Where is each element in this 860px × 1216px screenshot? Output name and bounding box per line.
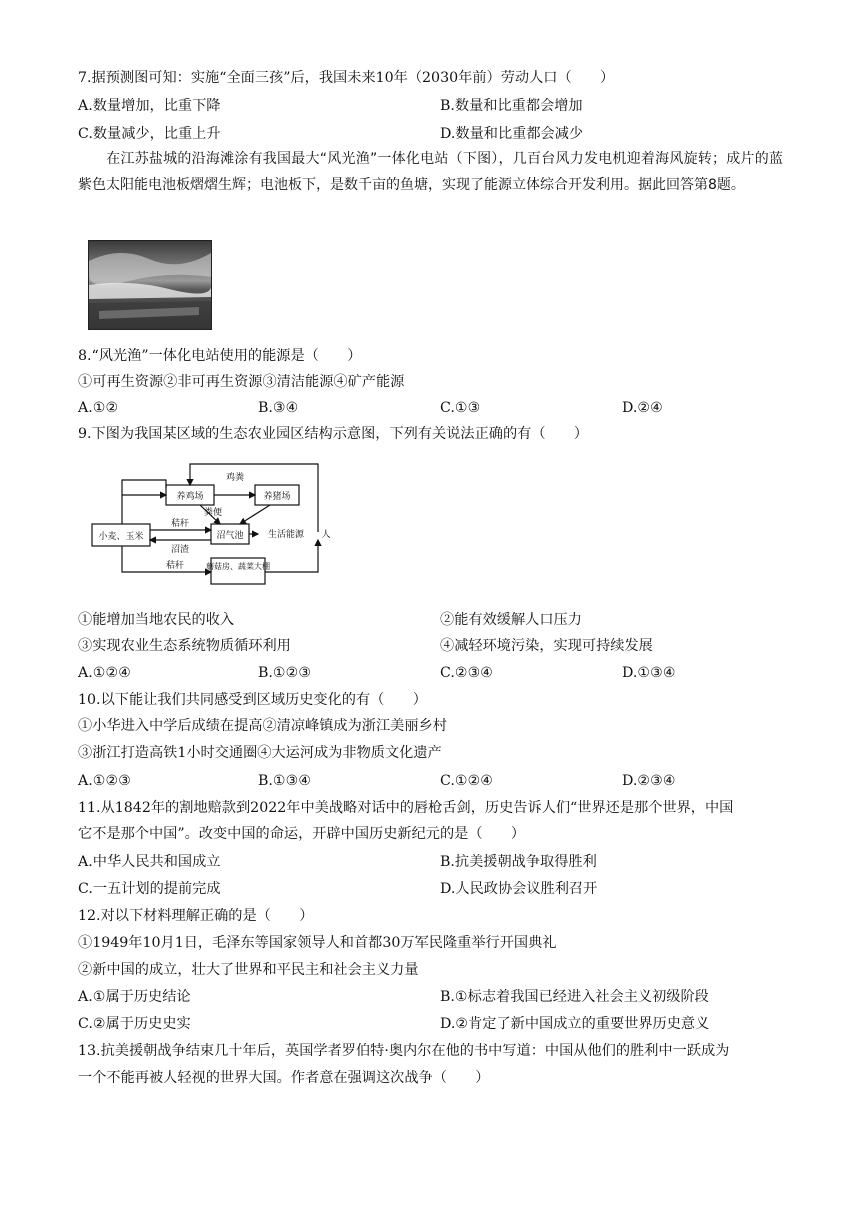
label-manure: 粪便 (203, 508, 223, 518)
q8-option-a: A.①② (78, 400, 119, 416)
q11-stem-line-1: 11.从1842年的割地赔款到2022年中美战略对话中的唇枪舌剑，历史告诉人们“世界还是那个世界，中国 (78, 800, 734, 816)
q8-stem: 8.“风光渔”一体化电站使用的能源是（ ） (78, 348, 362, 364)
q9-item-2: ②能有效缓解人口压力 (440, 612, 582, 628)
q9-item-4: ④减轻环境污染，实现可持续发展 (440, 638, 653, 654)
q12-option-c: C.②属于历史史实 (78, 1016, 191, 1032)
q13-stem-line-2: 一个不能再被人轻视的世界大国。作者意在强调这次战争（ ） (78, 1070, 490, 1086)
q10-option-b: B.①③④ (258, 773, 312, 789)
q11-option-c: C.一五计划的提前完成 (78, 881, 221, 897)
q10-line-2: ③浙江打造高铁1小时交通圈④大运河成为非物质文化遗产 (78, 745, 442, 761)
q8-option-d: D.②④ (622, 400, 663, 416)
q7-stem: 7.据预测图可知：实施“全面三孩”后，我国未来10年（2030年前）劳动人口（ ） (78, 70, 615, 86)
q9-option-d: D.①③④ (622, 665, 676, 681)
q11-option-a: A.中华人民共和国成立 (78, 854, 221, 870)
label-chicken-farm: 养鸡场 (176, 492, 204, 502)
q9-stem: 9.下图为我国某区域的生态农业园区结构示意图，下列有关说法正确的有（ ） (78, 426, 589, 442)
q12-option-a: A.①属于历史结论 (78, 989, 191, 1005)
label-pig-farm: 养猪场 (263, 492, 291, 502)
label-feed: 鸡粪 (225, 473, 245, 483)
q9-option-b: B.①②③ (258, 665, 312, 681)
passage-paragraph (78, 146, 783, 198)
q12-material-1: ①1949年10月1日，毛泽东等国家领导人和首都30万军民隆重举行开国典礼 (78, 935, 557, 951)
label-mushroom: 蘑菇房、蔬菜大棚 (206, 562, 270, 571)
q7-option-b: B.数量和比重都会增加 (440, 98, 583, 114)
label-wheat-corn: 小麦、玉米 (98, 532, 144, 542)
label-person: 人 (321, 530, 331, 540)
q10-option-d: D.②③④ (622, 773, 676, 789)
passage-text: 在江苏盐城的沿海滩涂有我国最大“风光渔”一体化电站（下图），几百台风力发电机迎着海风旋转；成片的蓝紫色太阳能电池板熠熠生辉；电池板下，是数千亩的鱼塘，实现了能源立体综合开发利用。据此回答第8题。 (78, 151, 783, 193)
q8-items: ①可再生资源②非可再生资源③清洁能源④矿产能源 (78, 374, 405, 390)
q7-option-a: A.数量增加，比重下降 (78, 98, 221, 114)
label-residue: 沼渣 (170, 545, 190, 555)
label-life-energy: 生活能源 (267, 530, 305, 540)
q10-line-1: ①小华进入中学后成绩在提高②清凉峰镇成为浙江美丽乡村 (78, 718, 447, 734)
q12-material-2: ②新中国的成立，壮大了世界和平民主和社会主义力量 (78, 962, 419, 978)
q11-option-b: B.抗美援朝战争取得胜利 (440, 854, 597, 870)
q10-option-c: C.①②④ (440, 773, 494, 789)
q9-option-a: A.①②④ (78, 665, 131, 681)
q9-item-3: ③实现农业生态系统物质循环利用 (78, 638, 291, 654)
q10-stem: 10.以下能让我们共同感受到区域历史变化的有（ ） (78, 692, 427, 708)
q8-option-b: B.③④ (258, 400, 299, 416)
q12-option-b: B.①标志着我国已经进入社会主义初级阶段 (440, 989, 709, 1005)
label-straw: 秸秆 (170, 519, 190, 529)
q7-option-c: C.数量减少，比重上升 (78, 126, 221, 142)
q7-option-d: D.数量和比重都会减少 (440, 126, 584, 142)
q12-stem: 12.对以下材料理解正确的是（ ） (78, 908, 314, 924)
q9-item-1: ①能增加当地农民的收入 (78, 612, 235, 628)
q9-option-c: C.②③④ (440, 665, 494, 681)
q10-option-a: A.①②③ (78, 773, 131, 789)
q13-stem-line-1: 13.抗美援朝战争结束几十年后，英国学者罗伯特·奥内尔在他的书中写道：中国从他们的胜利中一跃成为 (78, 1043, 730, 1059)
power-station-photo (88, 240, 212, 330)
label-stalk: 秸秆 (165, 561, 185, 571)
label-biogas: 沼气池 (216, 531, 244, 541)
q11-stem-line-2: 它不是那个中国”。改变中国的命运，开辟中国历史新纪元的是（ ） (78, 826, 526, 842)
q11-option-d: D.人民政协会议胜利召开 (440, 881, 598, 897)
q8-option-c: C.①③ (440, 400, 481, 416)
power-station-image (89, 241, 211, 329)
q12-option-d: D.②肯定了新中国成立的重要世界历史意义 (440, 1016, 710, 1032)
eco-farm-diagram (90, 460, 340, 594)
